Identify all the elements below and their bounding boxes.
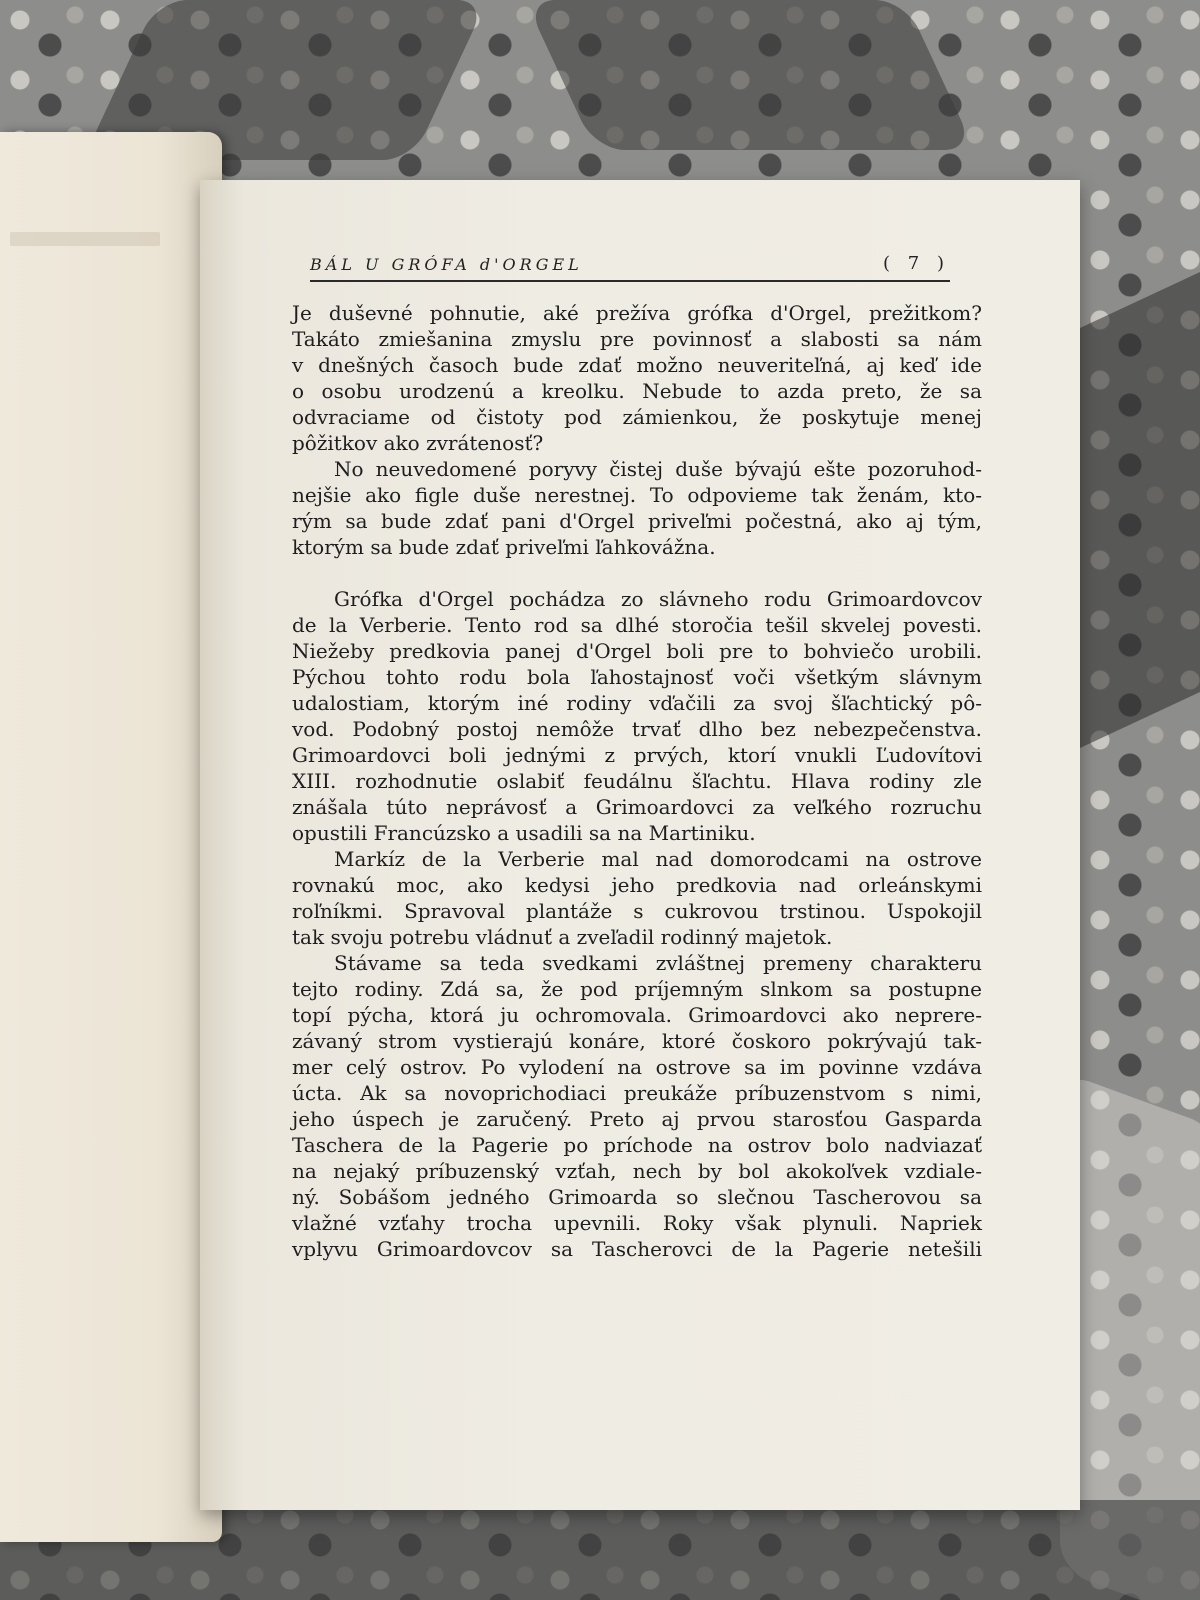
text-line: nejšie ako figle duše nerestnej. To odpovieme tak ženám, kto-	[292, 483, 982, 507]
text-line: v dnešných časoch bude zdať možno neuveriteľná, aj keď ide	[292, 353, 982, 377]
text-line: No neuvedomené poryvy čistej duše bývajú ešte pozoruhod-	[334, 457, 982, 481]
text-line: roľníkmi. Spravoval plantáže s cukrovou trstinou. Uspokojil	[292, 899, 982, 923]
text-line: Niežeby predkovia panej d'Orgel boli pre to bohviečo urobili.	[292, 639, 982, 663]
text-line: jeho úspech je zaručený. Preto aj prvou starosťou Gasparda	[292, 1107, 982, 1131]
text-line: ný. Sobášom jedného Grimoarda so slečnou Tascherovou sa	[292, 1185, 982, 1209]
text-line: Grófka d'Orgel pochádza zo slávneho rodu Grimoardovcov	[334, 587, 982, 611]
running-title: BÁL U GRÓFA d'ORGEL	[310, 255, 583, 274]
text-line: tejto rodiny. Zdá sa, že pod príjemným slnkom sa postupne	[292, 977, 982, 1001]
carpet-pattern-dark	[525, 0, 975, 150]
text-line: Stávame sa teda svedkami zvláštnej premeny charakteru	[334, 951, 982, 975]
page-number: ( 7 )	[883, 253, 950, 274]
left-page	[0, 132, 222, 1542]
text-line: tak svoju potrebu vládnuť a zveľadil rodinný majetok.	[292, 925, 833, 949]
text-line: o osobu urodzenú a kreolku. Nebude to azda preto, že sa	[292, 379, 982, 403]
text-line: pôžitkov ako zvrátenosť?	[292, 431, 544, 455]
text-line: ktorým sa bude zdať priveľmi ľahkovážna.	[292, 535, 716, 559]
text-line: znášala túto neprávosť a Grimoardovci za veľkého rozruchu	[292, 795, 982, 819]
text-line: závaný strom vystierajú konáre, ktoré čoskoro pokrývajú tak-	[292, 1029, 982, 1053]
text-line: rovnakú moc, ako kedysi jeho predkovia nad orleánskymi	[292, 873, 982, 897]
text-line: úcta. Ak sa novoprichodiaci preukáže príbuzenstvom s nimi,	[292, 1081, 982, 1105]
text-line: Pýchou tohto rodu bola ľahostajnosť voči všetkým slávnym	[292, 665, 982, 689]
carpet-pattern-light	[1060, 1071, 1200, 1600]
text-line: udalostiam, ktorým iné rodiny vďačili za svoj šľachtický pô-	[292, 691, 982, 715]
text-line: Grimoardovci boli jednými z prvých, ktorí vnukli Ľudovítovi	[292, 743, 982, 767]
text-line: Takáto zmiešanina zmyslu pre povinnosť a slabosti sa nám	[292, 327, 982, 351]
text-line: vplyvu Grimoardovcov sa Tascherovci de la Pagerie netešili	[292, 1237, 982, 1261]
text-line: opustili Francúzsko a usadili sa na Martiniku.	[292, 821, 756, 845]
text-line: XIII. rozhodnutie oslabiť feudálnu šľachtu. Hlava rodiny zle	[292, 769, 982, 793]
text-line: vlažné vzťahy trocha upevnili. Roky však plynuli. Napriek	[292, 1211, 982, 1235]
section-break	[292, 560, 982, 586]
text-line: Markíz de la Verberie mal nad domorodcami na ostrove	[334, 847, 982, 871]
text-line: topí pýcha, ktorá ju ochromovala. Grimoardovci ako neprere-	[292, 1003, 982, 1027]
text-line: rým sa bude zdať pani d'Orgel priveľmi počestná, ako aj tým,	[292, 509, 982, 533]
text-line: mer celý ostrov. Po vylodení na ostrove sa im povinne vzdáva	[292, 1055, 982, 1079]
page-header	[310, 250, 950, 282]
right-page	[200, 180, 1080, 1510]
text-line: na nejaký príbuzenský vzťah, nech by bol akokoľvek vzdiale-	[292, 1159, 982, 1183]
text-line: odvraciame od čistoty pod zámienkou, že poskytuje menej	[292, 405, 982, 429]
text-line: Taschera de la Pagerie po príchode na ostrov bolo nadviazať	[292, 1133, 982, 1157]
body-text	[292, 300, 982, 1262]
text-line: vod. Podobný postoj nemôže trvať dlho bez nebezpečenstva.	[292, 717, 982, 741]
left-page-faint-heading	[10, 232, 160, 246]
text-line: de la Verberie. Tento rod sa dlhé storočia tešil skvelej povesti.	[292, 613, 982, 637]
text-line: Je duševné pohnutie, aké prežíva grófka d'Orgel, prežitkom?	[292, 301, 982, 325]
